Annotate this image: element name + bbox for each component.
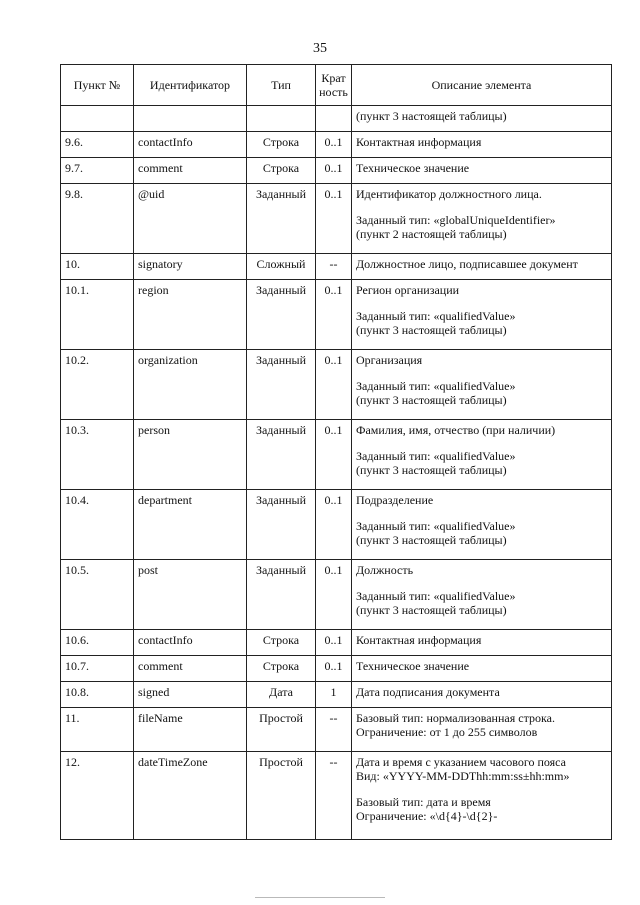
description-line: Дата и время с указанием часового пояса [356, 755, 566, 769]
cell-identifier: signatory [134, 254, 247, 280]
cell-type [247, 106, 316, 132]
description-line: Должностное лицо, подписавшее документ [356, 257, 578, 271]
description-line: (пункт 3 настоящей таблицы) [356, 109, 507, 123]
cell-multiplicity: 0..1 [316, 490, 352, 560]
cell-description [352, 630, 612, 656]
cell-num: 10.5. [61, 560, 134, 630]
cell-num: 9.8. [61, 184, 134, 254]
cell-type: Строка [247, 656, 316, 682]
table-row [61, 254, 612, 280]
cell-type: Строка [247, 630, 316, 656]
cell-num: 10.4. [61, 490, 134, 560]
description-line: Фамилия, имя, отчество (при наличии) [356, 423, 556, 437]
cell-num: 10. [61, 254, 134, 280]
cell-identifier: region [134, 280, 247, 350]
cell-type: Заданный [247, 560, 316, 630]
table-row [61, 420, 612, 490]
description-line: Идентификатор должностного лица. [356, 187, 542, 201]
table-row [61, 132, 612, 158]
description-gap [356, 437, 607, 449]
description-line: Подразделение [356, 493, 434, 507]
cell-type: Сложный [247, 254, 316, 280]
cell-multiplicity: 0..1 [316, 158, 352, 184]
description-gap [356, 367, 607, 379]
cell-type: Заданный [247, 184, 316, 254]
cell-identifier: contactInfo [134, 132, 247, 158]
cell-description [352, 158, 612, 184]
cell-num: 10.3. [61, 420, 134, 490]
cell-identifier: department [134, 490, 247, 560]
table-row [61, 184, 612, 254]
description-line: Контактная информация [356, 633, 482, 647]
description-line: Дата подписания документа [356, 685, 500, 699]
table-row [61, 682, 612, 708]
cell-identifier [134, 106, 247, 132]
cell-identifier: post [134, 560, 247, 630]
cell-multiplicity: -- [316, 708, 352, 752]
description-line: Заданный тип: «globalUniqueIdentifier» [356, 213, 556, 227]
cell-type: Простой [247, 708, 316, 752]
cell-identifier: contactInfo [134, 630, 247, 656]
description-line: Организация [356, 353, 423, 367]
cell-identifier: signed [134, 682, 247, 708]
cell-identifier: person [134, 420, 247, 490]
description-gap [356, 507, 607, 519]
cell-description [352, 254, 612, 280]
cell-multiplicity: 0..1 [316, 132, 352, 158]
header-mult-line1: Крат [321, 71, 346, 85]
description-line: Должность [356, 563, 414, 577]
description-gap [356, 297, 607, 309]
description-line: Вид: «YYYY-MM-DDThh:mm:ss±hh:mm» [356, 769, 570, 783]
cell-identifier: comment [134, 656, 247, 682]
cell-description [352, 682, 612, 708]
cell-num: 9.6. [61, 132, 134, 158]
description-gap [356, 783, 607, 795]
cell-multiplicity: -- [316, 752, 352, 840]
table-row [61, 708, 612, 752]
description-line: (пункт 3 настоящей таблицы) [356, 463, 507, 477]
table-row [61, 490, 612, 560]
description-line: Регион организации [356, 283, 460, 297]
cell-type: Строка [247, 158, 316, 184]
cell-num: 10.1. [61, 280, 134, 350]
description-gap [356, 577, 607, 589]
cell-num: 10.2. [61, 350, 134, 420]
cell-type: Заданный [247, 490, 316, 560]
cell-identifier: organization [134, 350, 247, 420]
cell-type: Заданный [247, 280, 316, 350]
scan-artifact-line [255, 897, 385, 898]
cell-num: 11. [61, 708, 134, 752]
description-line: (пункт 2 настоящей таблицы) [356, 227, 507, 241]
table-row [61, 280, 612, 350]
cell-description [352, 280, 612, 350]
cell-num: 12. [61, 752, 134, 840]
cell-description [352, 752, 612, 840]
cell-description [352, 132, 612, 158]
cell-type: Заданный [247, 350, 316, 420]
cell-multiplicity: 0..1 [316, 184, 352, 254]
header-type: Тип [247, 65, 316, 106]
cell-description [352, 184, 612, 254]
cell-type: Заданный [247, 420, 316, 490]
cell-num: 10.6. [61, 630, 134, 656]
cell-multiplicity: 1 [316, 682, 352, 708]
cell-type: Дата [247, 682, 316, 708]
cell-num: 10.7. [61, 656, 134, 682]
header-id: Идентификатор [134, 65, 247, 106]
description-line: Контактная информация [356, 135, 482, 149]
cell-multiplicity: 0..1 [316, 656, 352, 682]
table-header-row [61, 65, 612, 106]
cell-identifier: @uid [134, 184, 247, 254]
cell-identifier: fileName [134, 708, 247, 752]
cell-description [352, 560, 612, 630]
description-line: Заданный тип: «qualifiedValue» [356, 519, 516, 533]
description-line: Заданный тип: «qualifiedValue» [356, 449, 516, 463]
cell-num: 10.8. [61, 682, 134, 708]
cell-description [352, 490, 612, 560]
header-multiplicity [316, 65, 352, 106]
table-row [61, 350, 612, 420]
cell-multiplicity: 0..1 [316, 280, 352, 350]
description-line: Заданный тип: «qualifiedValue» [356, 309, 516, 323]
description-line: (пункт 3 настоящей таблицы) [356, 393, 507, 407]
cell-description [352, 656, 612, 682]
cell-multiplicity: 0..1 [316, 350, 352, 420]
description-line: (пункт 3 настоящей таблицы) [356, 323, 507, 337]
cell-description [352, 420, 612, 490]
cell-multiplicity: 0..1 [316, 560, 352, 630]
table-row [61, 630, 612, 656]
cell-type: Простой [247, 752, 316, 840]
cell-multiplicity: -- [316, 254, 352, 280]
cell-type: Строка [247, 132, 316, 158]
cell-description [352, 350, 612, 420]
description-line: (пункт 3 настоящей таблицы) [356, 603, 507, 617]
description-line: Заданный тип: «qualifiedValue» [356, 589, 516, 603]
description-line: Базовый тип: нормализованная строка. [356, 711, 555, 725]
header-num: Пункт № [61, 65, 134, 106]
description-line: Заданный тип: «qualifiedValue» [356, 379, 516, 393]
cell-multiplicity: 0..1 [316, 420, 352, 490]
cell-num [61, 106, 134, 132]
cell-identifier: dateTimeZone [134, 752, 247, 840]
description-line: Ограничение: от 1 до 255 символов [356, 725, 538, 739]
cell-num: 9.7. [61, 158, 134, 184]
description-line: (пункт 3 настоящей таблицы) [356, 533, 507, 547]
cell-multiplicity [316, 106, 352, 132]
description-line: Базовый тип: дата и время [356, 795, 491, 809]
element-spec-table [60, 64, 612, 840]
description-line: Ограничение: «\d{4}-\d{2}- [356, 809, 498, 823]
description-gap [356, 201, 607, 213]
page-number: 35 [313, 41, 327, 56]
cell-description [352, 708, 612, 752]
header-mult-line2: ность [319, 85, 348, 99]
table-body [61, 106, 612, 840]
table-row [61, 158, 612, 184]
header-desc: Описание элемента [352, 65, 612, 106]
cell-description [352, 106, 612, 132]
table-row [61, 752, 612, 840]
table-row [61, 656, 612, 682]
table-row [61, 106, 612, 132]
cell-multiplicity: 0..1 [316, 630, 352, 656]
cell-identifier: comment [134, 158, 247, 184]
description-line: Техническое значение [356, 659, 470, 673]
description-line: Техническое значение [356, 161, 470, 175]
table-row [61, 560, 612, 630]
